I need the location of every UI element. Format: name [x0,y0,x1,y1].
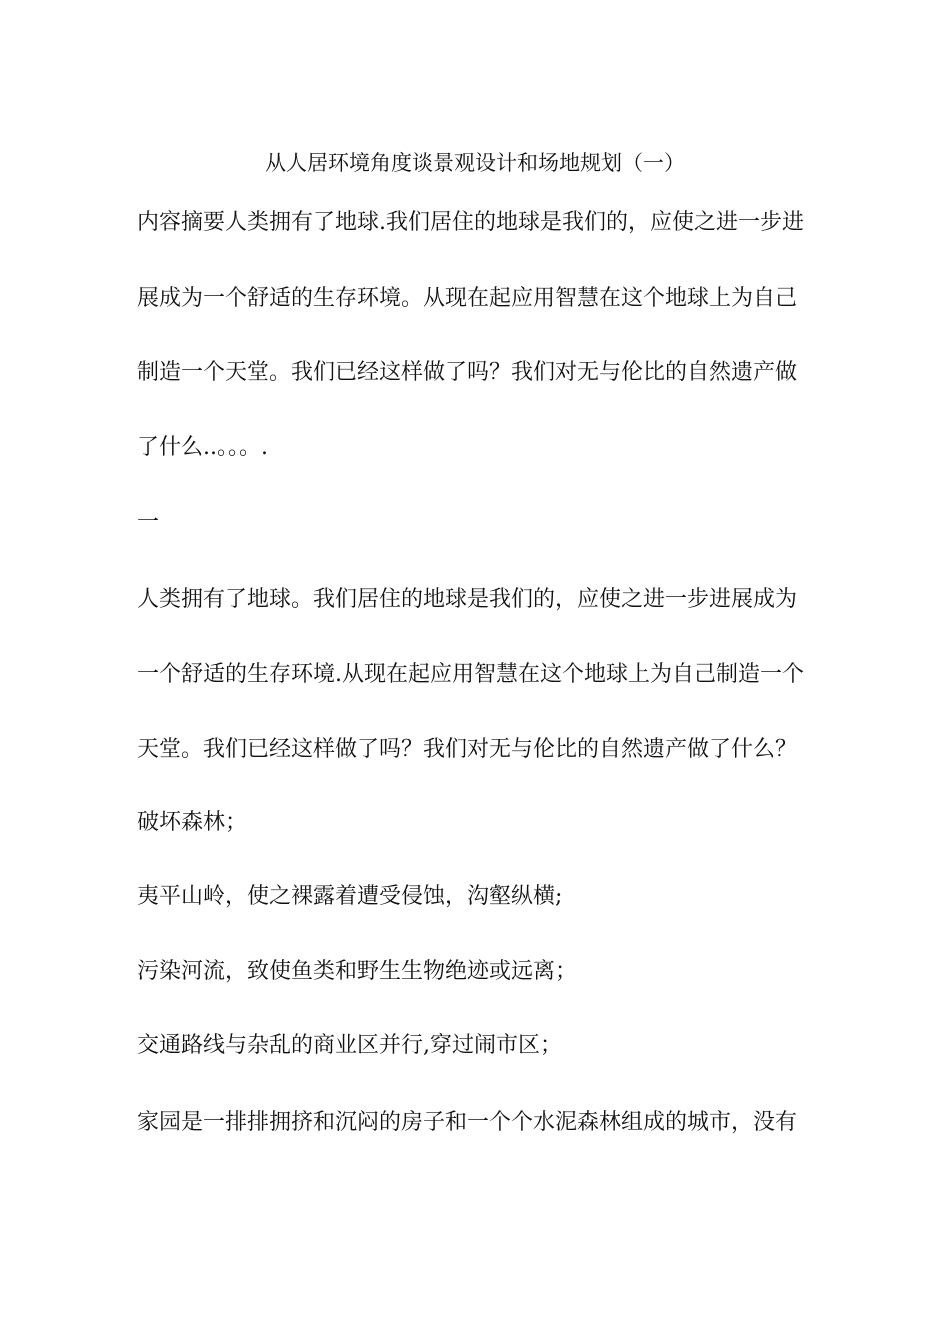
body-line-3: 天堂。我们已经这样做了吗？我们对无与伦比的自然遗产做了什么？ [137,737,798,762]
abstract-line-1: 内容摘要人类拥有了地球.我们居住的地球是我们的，应使之进一步进 [137,210,804,235]
list-item-3: 污染河流，致使鱼类和野生生物绝迹或远离； [137,959,578,984]
body-line-4: 家园是一排排拥挤和沉闷的房子和一个个水泥森林组成的城市，没有 [137,1110,798,1135]
list-item-4: 交通路线与杂乱的商业区并行,穿过闹市区； [137,1033,562,1058]
body-line-2: 一个舒适的生存环境.从现在起应用智慧在这个地球上为自己制造一个 [137,662,804,687]
abstract-line-2: 展成为一个舒适的生存环境。从现在起应用智慧在这个地球上为自己 [137,286,798,311]
document-title: 从人居环境角度谈景观设计和场地规划（一） [265,151,685,175]
section-heading: 一 [137,510,160,535]
abstract-line-4: 了什么..。。。. [137,435,268,460]
list-item-1: 破坏森林； [137,810,248,835]
abstract-line-3: 制造一个天堂。我们已经这样做了吗？我们对无与伦比的自然遗产做 [137,360,798,385]
body-line-1: 人类拥有了地球。我们居住的地球是我们的，应使之进一步进展成为 [137,587,798,612]
list-item-2: 夷平山岭，使之裸露着遭受侵蚀，沟壑纵横; [137,884,563,909]
